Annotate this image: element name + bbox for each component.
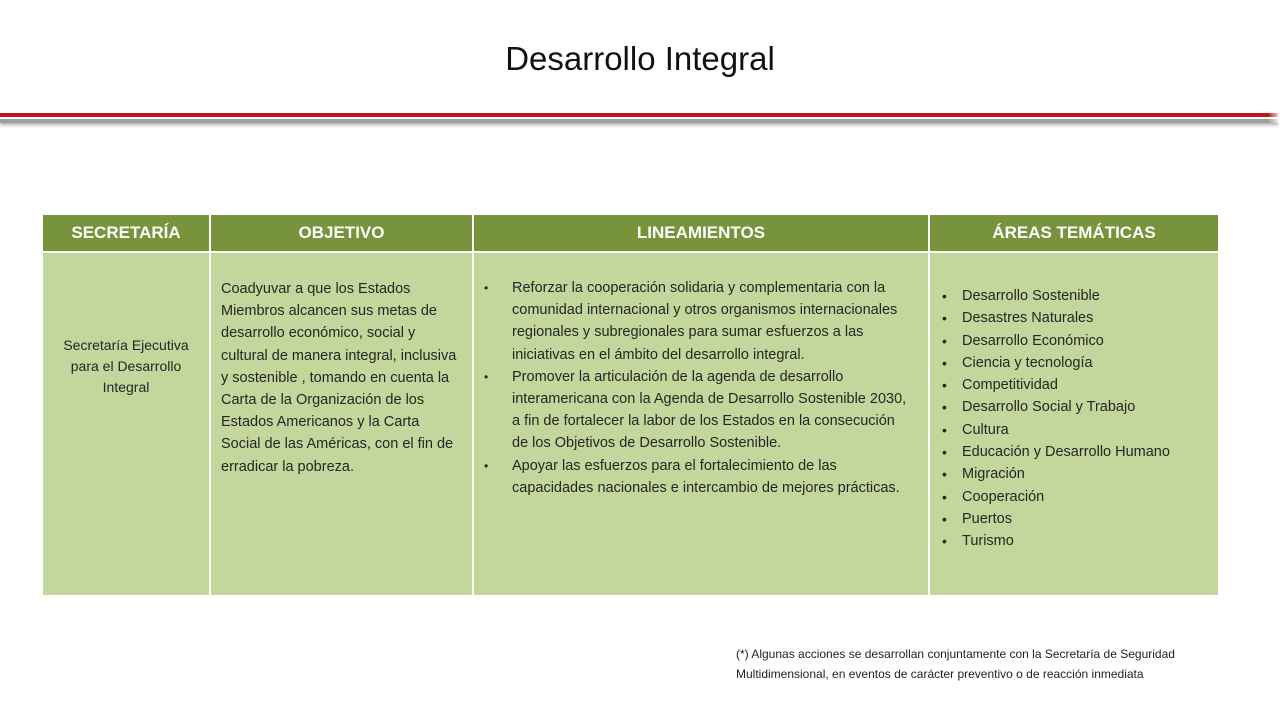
area-text: Desastres Naturales [962,310,1094,327]
table-header-row [42,214,1219,252]
area-text: Migración [962,466,1025,483]
header-objetivo: OBJETIVO [210,214,473,252]
bullet-icon: • [942,288,947,304]
bullet-icon: • [942,421,947,438]
list-item [942,486,1212,508]
cell-secretaria [42,252,210,596]
list-item [942,396,1212,418]
area-text: Ciencia y tecnología [962,354,1093,371]
bullet-icon: • [942,444,947,461]
bullet-icon: • [484,369,489,384]
slide-title: Desarrollo Integral [505,40,775,77]
objetivo-text: Coadyuvar a que los Estados Miembros alcancen sus metas de desarrollo económico, social y cultural de manera integral, inclusiva y sostenible , tomando en cuenta la Carta de la Organización de los Estados Americanos y la Carta Social de las Américas, con el fin de erradicar la pobreza. [221,281,457,475]
list-item [942,463,1212,485]
list-item [942,374,1212,396]
list-item [484,455,914,499]
list-item [942,508,1212,530]
cell-objetivo [210,252,473,596]
bullet-icon: • [484,281,489,295]
bullet-icon: • [942,377,947,394]
cell-areas-tematicas [929,252,1219,596]
bullet-icon: • [484,458,489,473]
area-text: Desarrollo Social y Trabajo [962,399,1136,416]
bullet-icon: • [942,310,947,327]
bullet-icon: • [942,533,947,550]
title-divider-fade [1268,113,1280,123]
areas-list [930,253,1218,553]
list-item [484,366,914,455]
area-text: Turismo [962,533,1014,550]
bullet-icon: • [942,354,947,371]
bullet-icon: • [942,510,947,527]
area-text: Desarrollo Económico [962,332,1104,349]
header-areas-tematicas: ÁREAS TEMÁTICAS [929,214,1219,252]
list-item [942,419,1212,441]
area-text: Cultura [962,421,1009,438]
list-item [942,530,1212,552]
list-item [942,285,1212,307]
area-text: Desarrollo Sostenible [962,288,1100,304]
list-item [484,277,914,366]
bullet-icon: • [942,466,947,483]
list-item [942,352,1212,374]
lineamiento-text: Promover la articulación de la agenda de desarrollo interamericana con la Agenda de Desarrollo Sostenible 2030, a fin de fortalecer la labor de los Estados en la consecución de los Objetivos de Desarrollo Sostenible. [512,368,907,452]
table-row [42,252,1219,596]
area-text: Cooperación [962,488,1045,505]
area-text: Educación y Desarrollo Humano [962,444,1170,461]
bullet-icon: • [942,399,947,416]
footnote: (*) Algunas acciones se desarrollan conjuntamente con la Secretaría de Seguridad Multidimensional, en eventos de carácter preventivo o de reacción inmediata [736,647,1175,681]
cell-lineamientos [473,252,929,596]
bullet-icon: • [942,488,947,505]
bullet-icon: • [942,332,947,349]
list-item [942,307,1212,329]
area-text: Competitividad [962,377,1058,394]
secretaria-text: Secretaría Ejecutiva para el Desarrollo Integral [63,336,189,395]
lineamiento-text: Apoyar las esfuerzos para el fortalecimiento de las capacidades nacionales e intercambio de mejores prácticas. [512,457,900,496]
area-text: Puertos [962,510,1012,527]
header-secretaria: SECRETARÍA [42,214,210,252]
lineamiento-text: Reforzar la cooperación solidaria y complementaria con la comunidad internacional y otros organismos internacionales regionales y subregionales para sumar esfuerzos a las iniciativas en el ámbito del desarrollo integral. [512,280,898,363]
lineamientos-list [474,253,928,499]
list-item [942,330,1212,352]
secretariat-table [41,213,1220,597]
list-item [942,441,1212,463]
header-lineamientos: LINEAMIENTOS [473,214,929,252]
title-divider-gray [0,119,1278,123]
